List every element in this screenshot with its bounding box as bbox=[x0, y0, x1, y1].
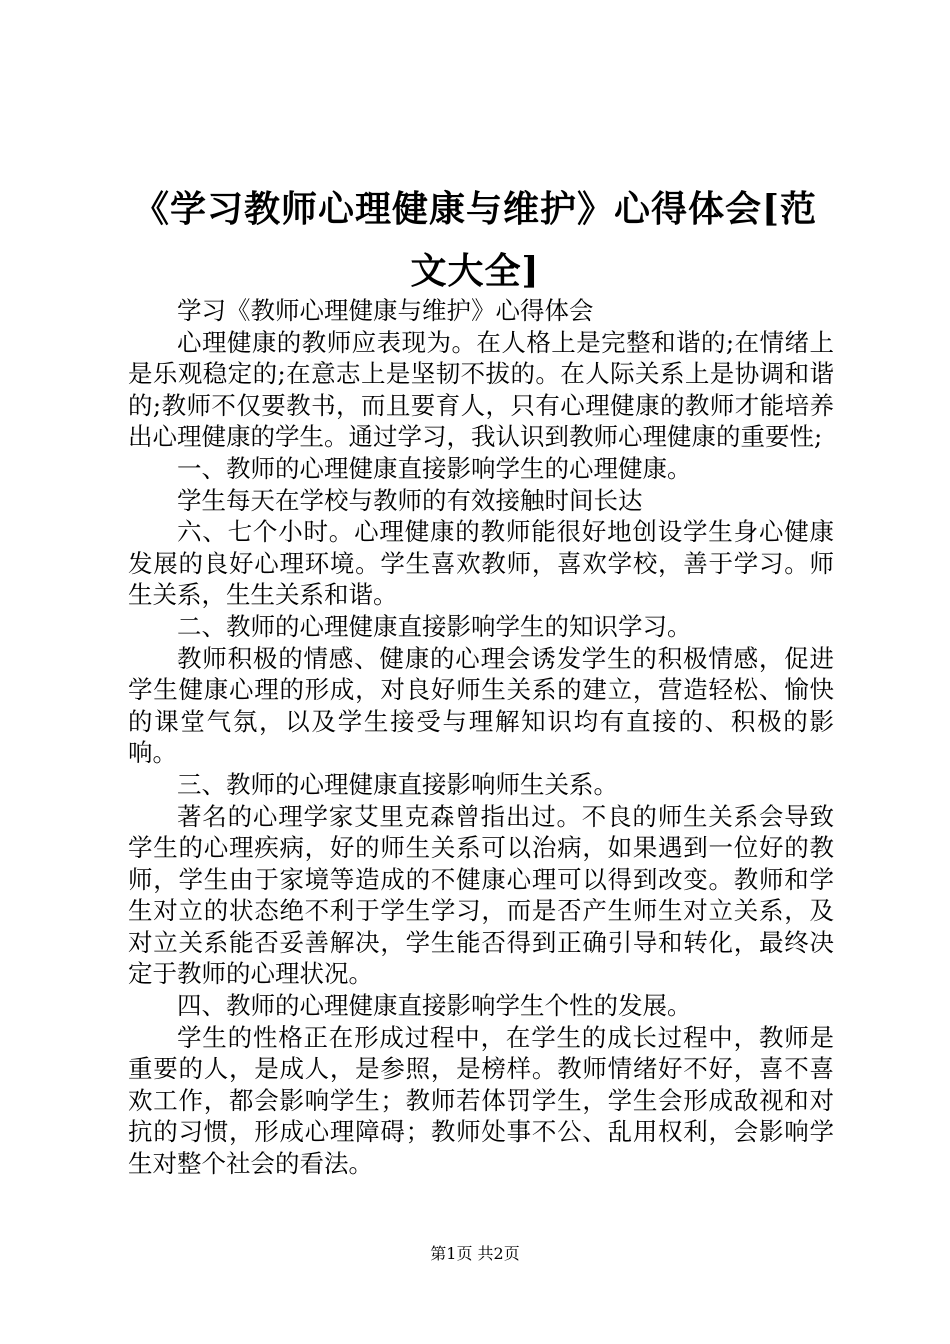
section-heading: 三、教师的心理健康直接影响师生关系。 bbox=[177, 769, 618, 799]
body-paragraph: 教师积极的情感、健康的心理会诱发学生的积极情感，促进学生健康心理的形成，对良好师生关系的建立，营造轻松、愉快的课堂气氛，以及学生接受与理解知识均有直接的、积极的影响。 bbox=[128, 643, 834, 768]
document-body bbox=[128, 295, 834, 1180]
section-heading: 二、教师的心理健康直接影响学生的知识学习。 bbox=[177, 611, 692, 641]
section-heading: 四、教师的心理健康直接影响学生个性的发展。 bbox=[177, 991, 692, 1021]
body-paragraph: 学生的性格正在形成过程中，在学生的成长过程中，教师是重要的人，是成人，是参照，是榜样。教师情绪好不好，喜不喜欢工作，都会影响学生；教师若体罚学生，学生会形成敌视和对抗的习惯，形成心理障碍；教师处事不公、乱用权利，会影响学生对整个社会的看法。 bbox=[128, 1022, 834, 1179]
body-paragraph: 学习《教师心理健康与维护》心得体会 bbox=[177, 296, 594, 325]
page-footer: 第1页 共2页 bbox=[430, 1244, 520, 1263]
section-heading: 一、教师的心理健康直接影响学生的心理健康。 bbox=[177, 453, 692, 483]
document-title: 《学习教师心理健康与维护》心得体会[范文大全] bbox=[132, 188, 818, 292]
body-paragraph: 六、七个小时。心理健康的教师能很好地创设学生身心健康发展的良好心理环境。学生喜欢教师，喜欢学校，善于学习。师生关系，生生关系和谐。 bbox=[128, 517, 834, 610]
body-paragraph: 著名的心理学家艾里克森曾指出过。不良的师生关系会导致学生的心理疾病，好的师生关系可以治病，如果遇到一位好的教师，学生由于家境等造成的不健康心理可以得到改变。教师和学生对立的状态绝不利于学生学习，而是否产生师生对立关系，及对立关系能否妥善解决，学生能否得到正确引导和转化，最终决定于教师的心理状况。 bbox=[128, 801, 834, 989]
body-paragraph: 心理健康的教师应表现为。在人格上是完整和谐的;在情绪上是乐观稳定的;在意志上是坚韧不拔的。在人际关系上是协调和谐的;教师不仅要教书，而且要育人，只有心理健康的教师才能培养出心理健康的学生。通过学习，我认识到教师心理健康的重要性; bbox=[128, 327, 834, 452]
body-paragraph: 学生每天在学校与教师的有效接触时间长达 bbox=[177, 485, 643, 515]
